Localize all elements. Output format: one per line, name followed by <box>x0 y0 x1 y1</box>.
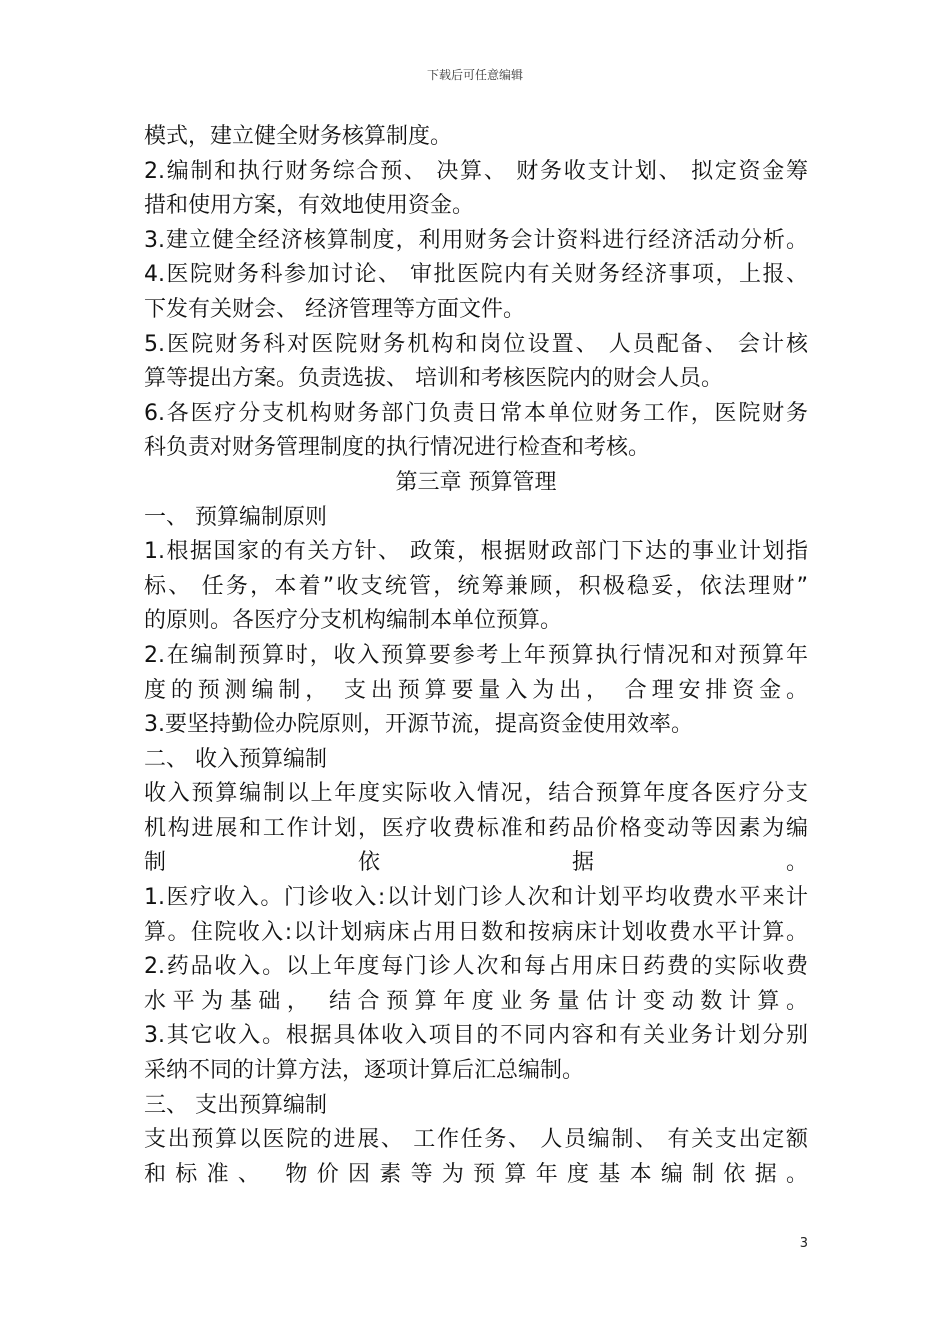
text-line: 2.药品收入。以上年度每门诊人次和每占用床日药费的实际收费 <box>144 954 808 980</box>
text-line: 2.编制和执行财务综合预、 决算、 财务收支计划、 拟定资金筹 <box>144 158 808 184</box>
text-line: 2.在编制预算时，收入预算要参考上年预算执行情况和对预算年 <box>144 642 808 668</box>
text-line: 科负责对财务管理制度的执行情况进行检查和考核。 <box>144 435 651 461</box>
document-body <box>144 120 808 1192</box>
text-line: 6.各医疗分支机构财务部门负责日常本单位财务工作，医院财务 <box>144 400 808 426</box>
text-line: 二、 收入预算编制 <box>144 746 327 772</box>
text-line: 的原则。各医疗分支机构编制本单位预算。 <box>144 608 563 634</box>
text-line: 算。住院收入:以计划病床占用日数和按病床计划收费水平计算。 <box>144 919 808 945</box>
text-line: 3.其它收入。根据具体收入项目的不同内容和有关业务计划分别 <box>144 1023 808 1049</box>
text-line: 机构进展和工作计划，医疗收费标准和药品价格变动等因素为编 <box>144 815 808 841</box>
text-line: 1.根据国家的有关方针、 政策，根据财政部门下达的事业计划指 <box>144 539 808 565</box>
text-line: 一、 预算编制原则 <box>144 504 327 530</box>
text-line: 模式，建立健全财务核算制度。 <box>144 124 453 149</box>
text-line: 制依据。 <box>144 850 808 876</box>
text-line: 3.建立健全经济核算制度，利用财务会计资料进行经济活动分析。 <box>144 227 808 253</box>
text-line: 水平为基础， 结合预算年度业务量估计变动数计算。 <box>144 988 808 1014</box>
page-header: 下载后可任意编辑 <box>426 68 523 82</box>
text-line: 支出预算以医院的进展、 工作任务、 人员编制、 有关支出定额 <box>144 1127 808 1153</box>
text-line: 下发有关财会、 经济管理等方面文件。 <box>144 296 525 322</box>
text-line: 收入预算编制以上年度实际收入情况，结合预算年度各医疗分支 <box>144 781 808 807</box>
text-line: 度的预测编制， 支出预算要量入为出， 合理安排资金。 <box>144 677 808 703</box>
text-line: 3.要坚持勤俭办院原则，开源节流，提高资金使用效率。 <box>144 712 693 738</box>
text-line: 5.医院财务科对医院财务机构和岗位设置、 人员配备、 会计核 <box>144 331 808 357</box>
text-line: 采纳不同的计算方法，逐项计算后汇总编制。 <box>144 1058 585 1084</box>
text-line: 第三章 预算管理 <box>395 469 557 495</box>
page-number: 3 <box>799 1236 808 1251</box>
text-line: 算等提出方案。负责选拔、 培训和考核医院内的财会人员。 <box>144 366 723 392</box>
text-line: 标、 任务，本着”收支统管，统筹兼顾，积极稳妥，依法理财” <box>144 573 808 599</box>
text-line: 和标准、 物价因素等为预算年度基本编制依据。 <box>144 1161 808 1187</box>
text-line: 三、 支出预算编制 <box>144 1092 327 1118</box>
text-line: 措和使用方案，有效地使用资金。 <box>144 193 475 219</box>
text-line: 4.医院财务科参加讨论、 审批医院内有关财务经济事项，上报、 <box>144 262 808 288</box>
text-line: 1.医疗收入。门诊收入:以计划门诊人次和计划平均收费水平来计 <box>144 885 808 911</box>
